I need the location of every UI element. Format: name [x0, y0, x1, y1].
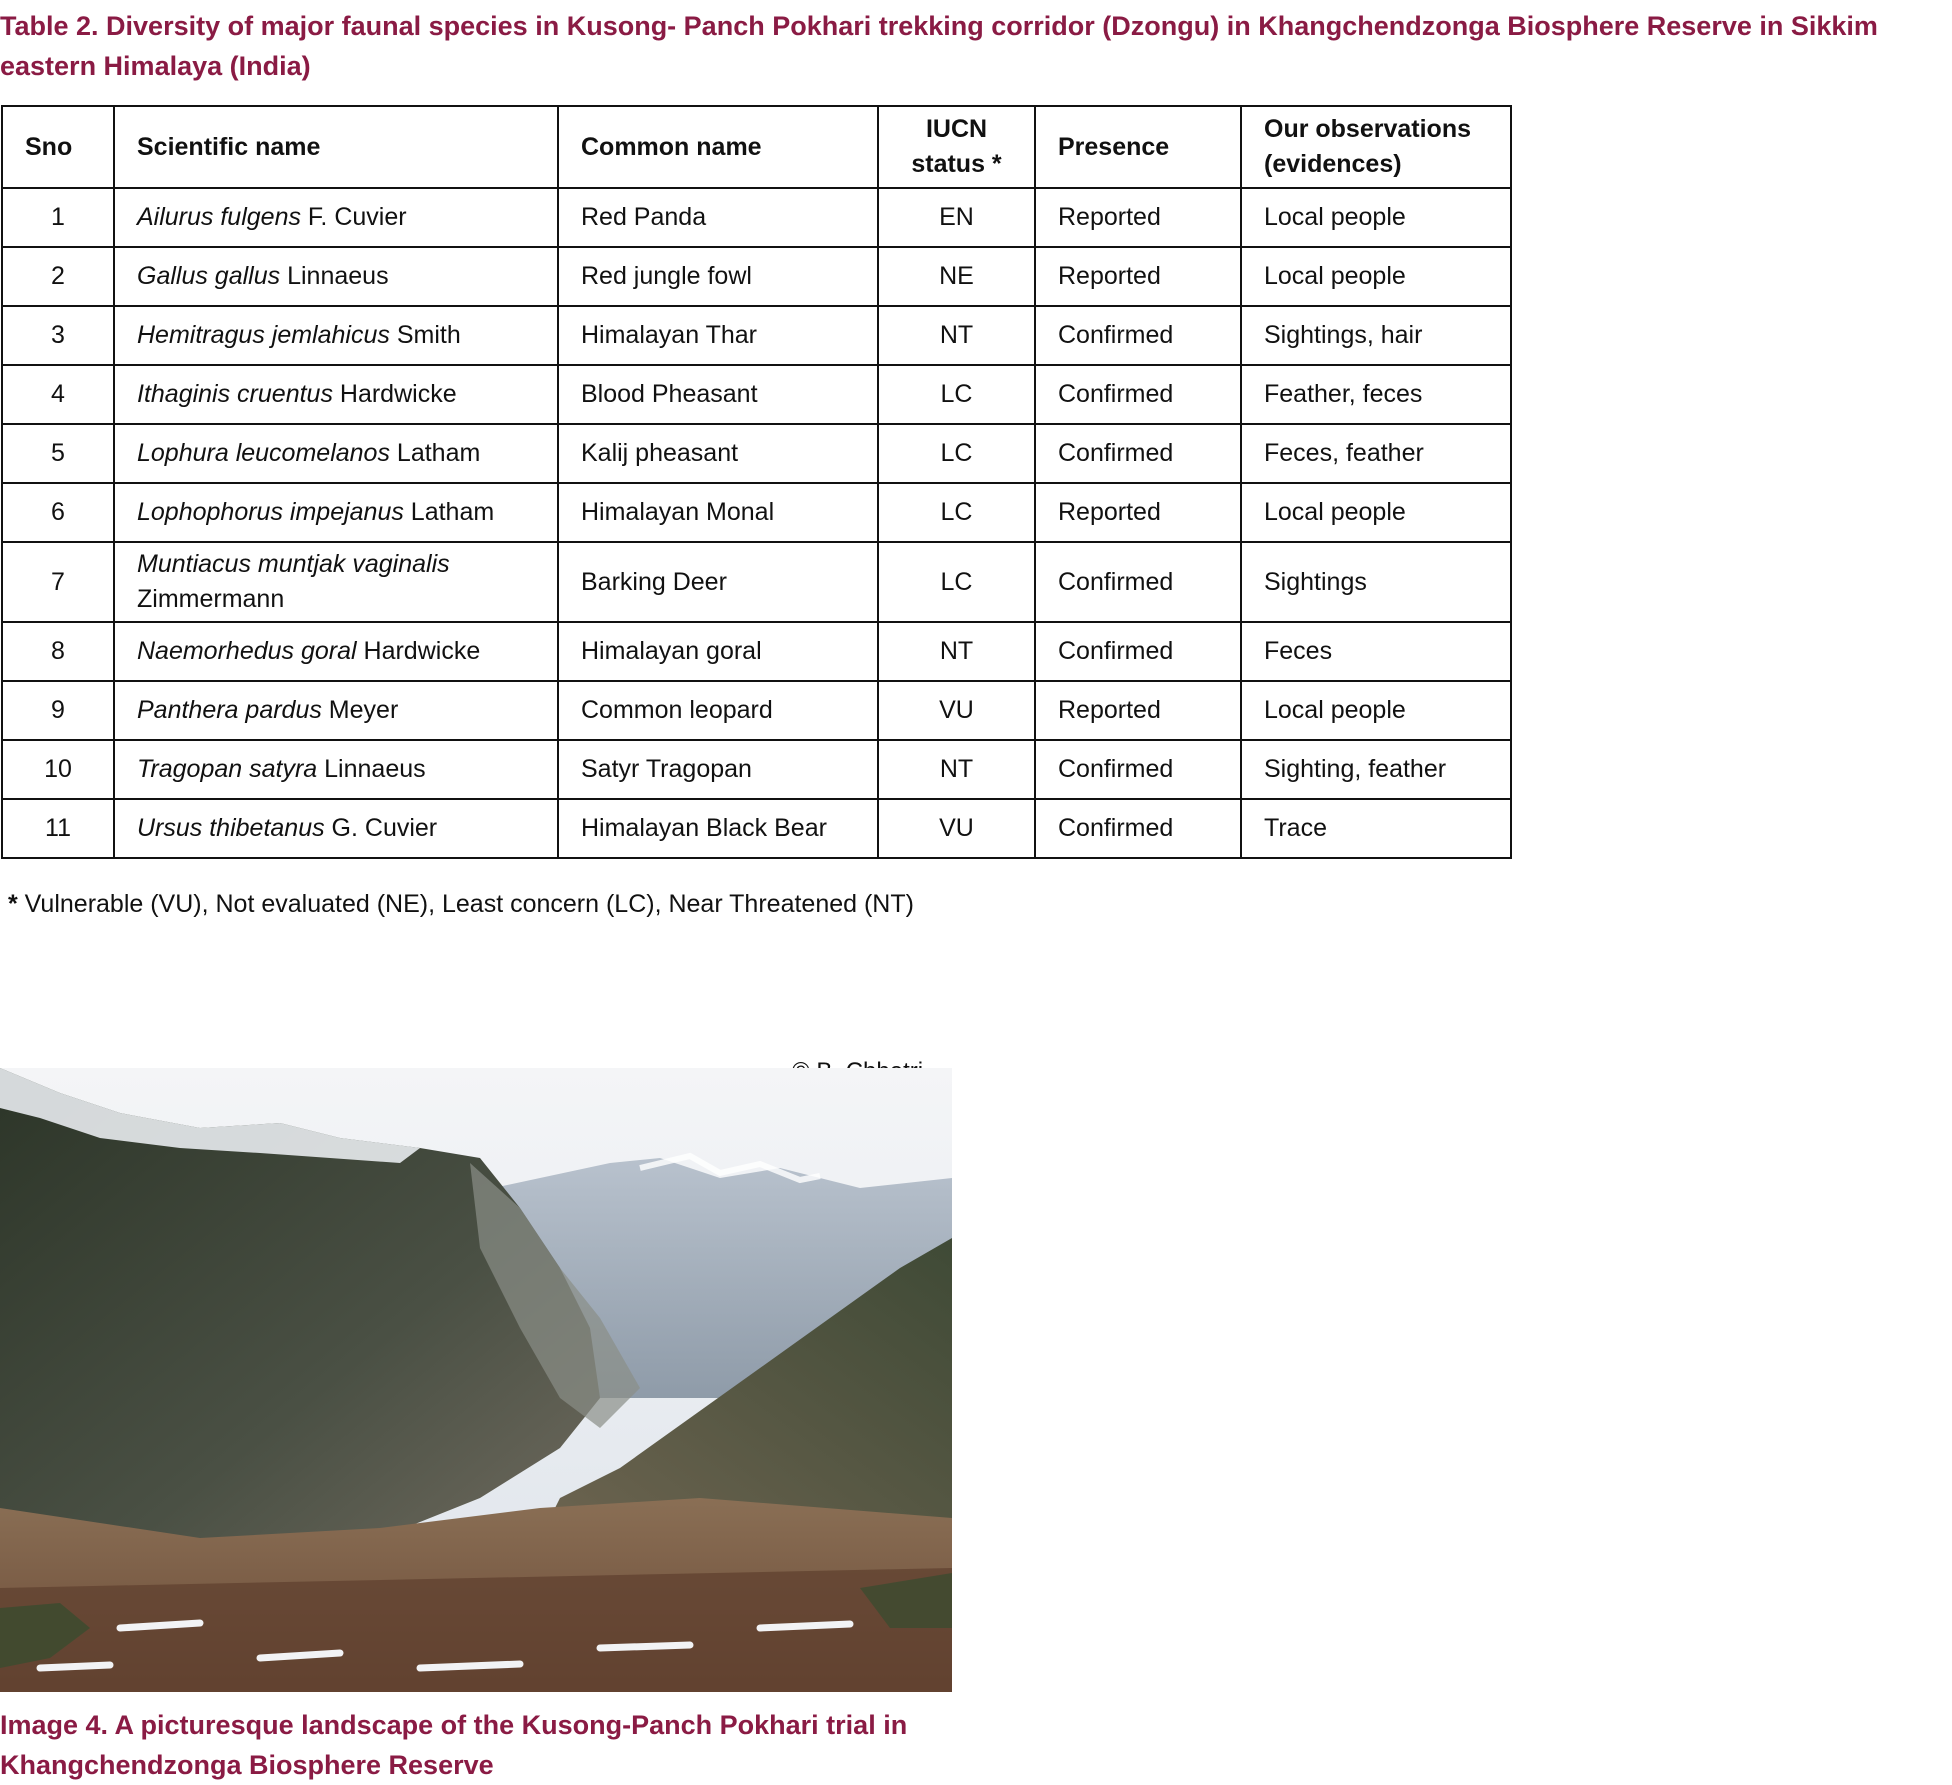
cell-presence: Reported [1035, 188, 1241, 247]
cell-iucn-status: LC [878, 542, 1035, 622]
cell-presence: Reported [1035, 247, 1241, 306]
header-scientific-name: Scientific name [114, 106, 558, 188]
cell-common-name: Blood Pheasant [558, 365, 878, 424]
cell-presence: Confirmed [1035, 542, 1241, 622]
header-presence: Presence [1035, 106, 1241, 188]
cell-common-name: Red Panda [558, 188, 878, 247]
cell-sno: 4 [2, 365, 114, 424]
cell-sno: 8 [2, 622, 114, 681]
landscape-photo [0, 1068, 952, 1692]
cell-common-name: Satyr Tragopan [558, 740, 878, 799]
cell-common-name: Himalayan Thar [558, 306, 878, 365]
scientific-name-author: Latham [403, 498, 495, 526]
cell-scientific-name [114, 622, 558, 681]
cell-observations: Feces, feather [1241, 424, 1511, 483]
footnote-asterisk: * [8, 890, 18, 918]
cell-presence: Confirmed [1035, 424, 1241, 483]
table-row [2, 188, 1511, 247]
scientific-name-author: Linnaeus [280, 262, 389, 290]
scientific-name-italic: Tragopan satyra [137, 755, 318, 783]
cell-iucn-status: EN [878, 188, 1035, 247]
header-sno: Sno [2, 106, 114, 188]
cell-presence: Confirmed [1035, 799, 1241, 858]
scientific-name-italic: Hemitragus jemlahicus [137, 321, 390, 349]
cell-iucn-status: VU [878, 681, 1035, 740]
header-iucn-status: IUCN status * [878, 106, 1035, 188]
figure-caption: Image 4. A picturesque landscape of the Kusong-Panch Pokhari trial in Khangchendzonga Biosphere Reserve [0, 1710, 908, 1780]
cell-sno: 5 [2, 424, 114, 483]
table-header-row [2, 106, 1511, 188]
cell-iucn-status: NE [878, 247, 1035, 306]
scientific-name-author: Smith [389, 321, 461, 349]
cell-common-name: Himalayan Black Bear [558, 799, 878, 858]
cell-scientific-name [114, 306, 558, 365]
cell-scientific-name [114, 740, 558, 799]
cell-scientific-name [114, 681, 558, 740]
cell-sno: 1 [2, 188, 114, 247]
cell-observations: Local people [1241, 483, 1511, 542]
cell-presence: Confirmed [1035, 306, 1241, 365]
scientific-name-author: Hardwicke [356, 637, 481, 665]
table-row [2, 306, 1511, 365]
table-footnote [8, 890, 914, 919]
table-row [2, 740, 1511, 799]
scientific-name-italic: Ailurus fulgens [137, 203, 301, 231]
cell-sno: 3 [2, 306, 114, 365]
scientific-name-author: F. Cuvier [300, 203, 407, 231]
cell-iucn-status: LC [878, 483, 1035, 542]
cell-scientific-name [114, 365, 558, 424]
cell-observations: Sighting, feather [1241, 740, 1511, 799]
table-row [2, 622, 1511, 681]
cell-observations: Local people [1241, 188, 1511, 247]
cell-common-name: Himalayan Monal [558, 483, 878, 542]
cell-common-name: Barking Deer [558, 542, 878, 622]
scientific-name-author: Linnaeus [317, 755, 426, 783]
cell-scientific-name [114, 424, 558, 483]
scientific-name-author: G. Cuvier [324, 814, 438, 842]
cell-presence: Confirmed [1035, 740, 1241, 799]
cell-iucn-status: LC [878, 365, 1035, 424]
scientific-name-author: Latham [389, 439, 481, 467]
cell-iucn-status: VU [878, 799, 1035, 858]
scientific-name-italic: Panthera pardus [137, 696, 322, 724]
cell-iucn-status: NT [878, 622, 1035, 681]
cell-presence: Reported [1035, 681, 1241, 740]
cell-sno: 10 [2, 740, 114, 799]
scientific-name-author: Zimmermann [137, 585, 285, 613]
scientific-name-author: Hardwicke [332, 380, 457, 408]
cell-sno: 7 [2, 542, 114, 622]
scientific-name-italic: Muntiacus muntjak vaginalis [137, 550, 450, 578]
cell-iucn-status: NT [878, 740, 1035, 799]
scientific-name-italic: Lophophorus impejanus [137, 498, 404, 526]
cell-iucn-status: LC [878, 424, 1035, 483]
cell-presence: Confirmed [1035, 622, 1241, 681]
cell-common-name: Kalij pheasant [558, 424, 878, 483]
cell-iucn-status: NT [878, 306, 1035, 365]
scientific-name-italic: Naemorhedus goral [137, 637, 357, 665]
cell-scientific-name [114, 188, 558, 247]
cell-sno: 6 [2, 483, 114, 542]
footnote-text: Vulnerable (VU), Not evaluated (NE), Least concern (LC), Near Threatened (NT) [17, 890, 914, 918]
cell-presence: Reported [1035, 483, 1241, 542]
cell-observations: Sightings [1241, 542, 1511, 622]
cell-observations: Local people [1241, 247, 1511, 306]
scientific-name-italic: Gallus gallus [137, 262, 281, 290]
table-row [2, 483, 1511, 542]
cell-scientific-name [114, 247, 558, 306]
table-row [2, 365, 1511, 424]
cell-observations: Local people [1241, 681, 1511, 740]
cell-observations: Trace [1241, 799, 1511, 858]
table-body [2, 188, 1511, 858]
cell-scientific-name [114, 799, 558, 858]
cell-observations: Sightings, hair [1241, 306, 1511, 365]
cell-scientific-name [114, 483, 558, 542]
table-row [2, 424, 1511, 483]
table-row [2, 247, 1511, 306]
cell-common-name: Red jungle fowl [558, 247, 878, 306]
cell-scientific-name [114, 542, 558, 622]
table-row [2, 542, 1511, 622]
cell-common-name: Common leopard [558, 681, 878, 740]
cell-sno: 9 [2, 681, 114, 740]
cell-sno: 11 [2, 799, 114, 858]
header-common-name: Common name [558, 106, 878, 188]
scientific-name-italic: Ursus thibetanus [137, 814, 325, 842]
cell-observations: Feather, feces [1241, 365, 1511, 424]
cell-presence: Confirmed [1035, 365, 1241, 424]
cell-observations: Feces [1241, 622, 1511, 681]
fauna-table [1, 105, 1512, 859]
cell-sno: 2 [2, 247, 114, 306]
scientific-name-author: Meyer [321, 696, 399, 724]
table-row [2, 681, 1511, 740]
header-observations: Our observations (evidences) [1241, 106, 1511, 188]
table-row [2, 799, 1511, 858]
cell-common-name: Himalayan goral [558, 622, 878, 681]
scientific-name-italic: Lophura leucomelanos [137, 439, 390, 467]
scientific-name-italic: Ithaginis cruentus [137, 380, 333, 408]
table-caption: Table 2. Diversity of major faunal species in Kusong- Panch Pokhari trekking corridor (Dzongu) in Khangchendzonga Biosphere Reserve in Sikkim eastern Himalaya (India) [0, 11, 1878, 81]
